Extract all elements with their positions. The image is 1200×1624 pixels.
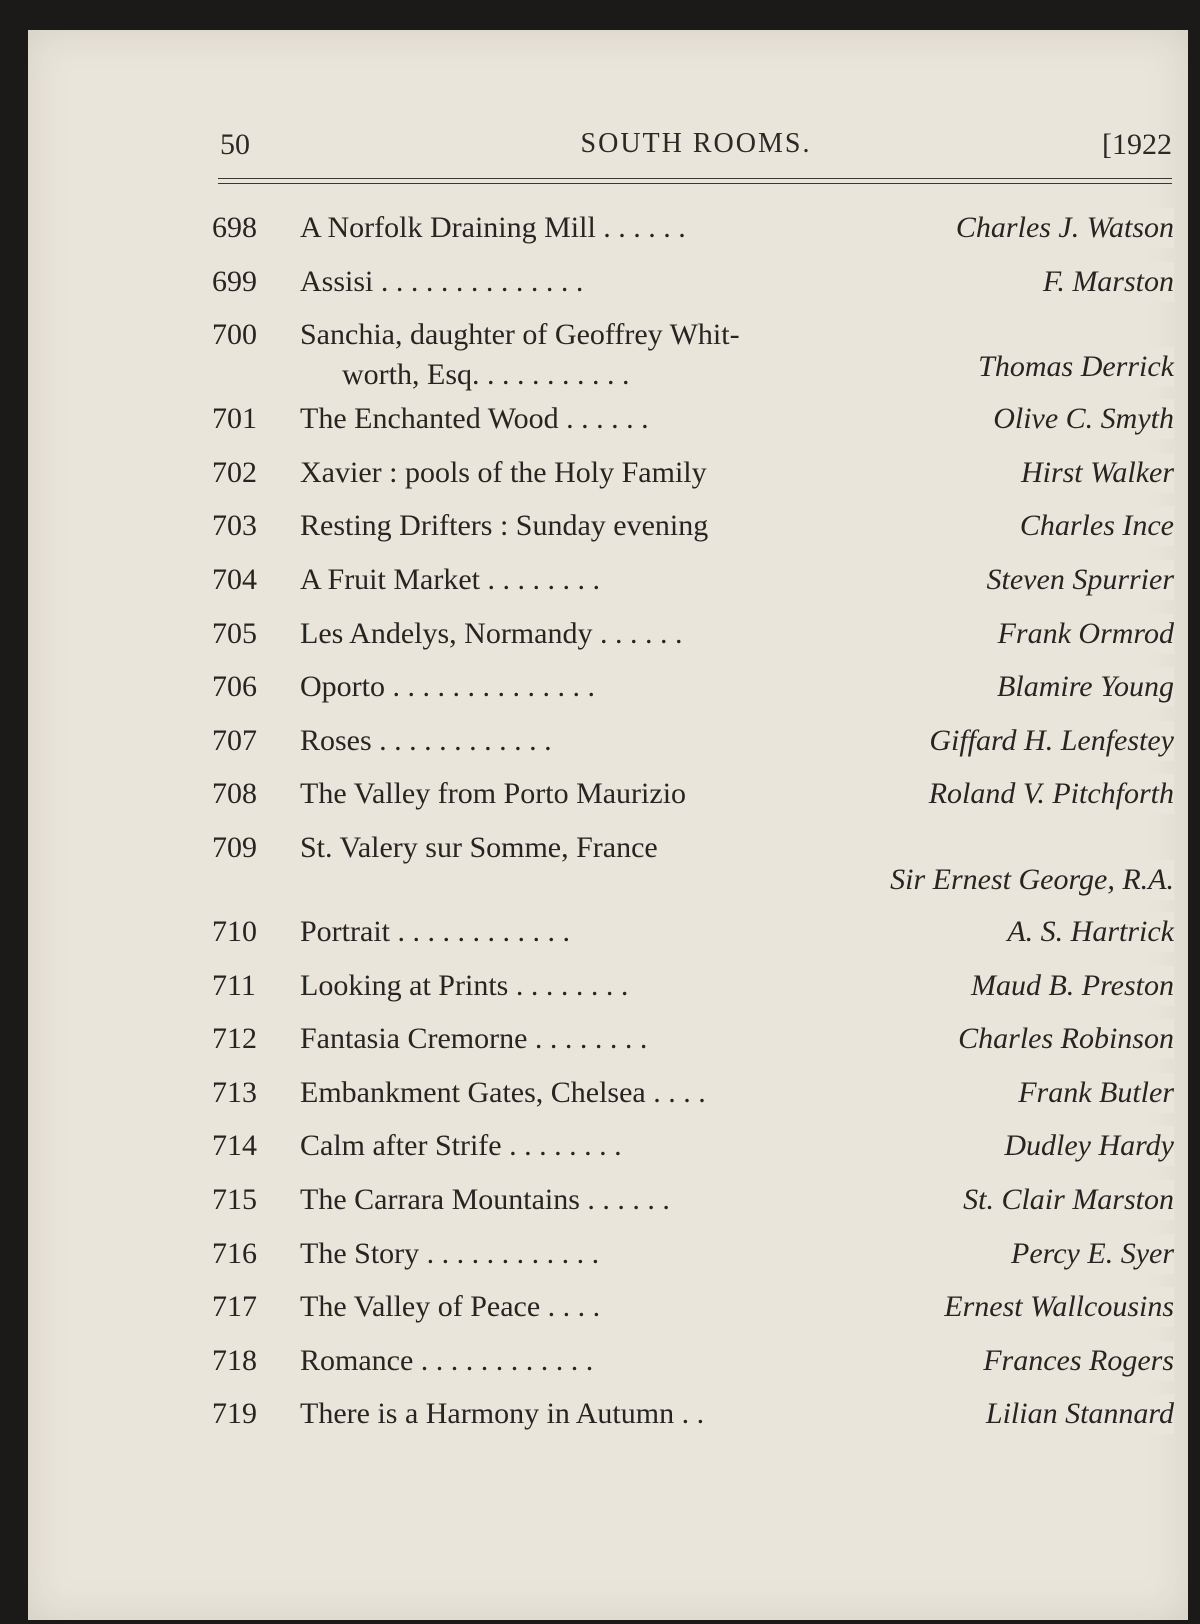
page-number: 50 [220, 128, 250, 161]
entry-title: Oporto . . . . . . . . . . . . . . [300, 670, 595, 704]
entry-title: Fantasia Cremorne . . . . . . . . [300, 1022, 648, 1056]
entry-row [212, 1287, 1174, 1341]
entry-title: Xavier : pools of the Holy Family [300, 455, 707, 489]
page-title: SOUTH ROOMS. [580, 128, 812, 159]
entry-row [212, 667, 1174, 721]
entry-number: 714 [212, 1129, 257, 1163]
entry-number: 710 [212, 914, 257, 948]
entry-title: The Enchanted Wood . . . . . . [300, 402, 649, 436]
entry-artist: St. Clair Marston [957, 1180, 1174, 1220]
entry-number: 719 [212, 1397, 257, 1431]
entry-title-line2: worth, Esq. . . . . . . . . . . [342, 358, 630, 392]
entry-number: 704 [212, 562, 257, 596]
entry-row [212, 912, 1174, 966]
entry-number: 706 [212, 670, 257, 704]
entry-title: The Valley from Porto Maurizio [300, 777, 687, 811]
entry-title: Roses . . . . . . . . . . . . [300, 723, 552, 757]
entry-row [212, 1126, 1174, 1180]
entry-title: Calm after Strife . . . . . . . . [300, 1129, 622, 1163]
entry-row [212, 966, 1174, 1020]
entry-row [212, 506, 1174, 560]
entry-row [212, 560, 1174, 614]
entry-number: 711 [212, 968, 256, 1002]
entry-number: 703 [212, 509, 257, 543]
entry-row [212, 774, 1174, 828]
entry-list [212, 208, 1174, 1448]
entry-title: St. Valery sur Somme, France [300, 830, 658, 864]
entry-artist: Steven Spurrier [981, 560, 1174, 600]
entry-row [212, 208, 1174, 262]
entry-artist: Hirst Walker [1015, 453, 1174, 493]
entry-artist: Giffard H. Lenfestey [923, 721, 1174, 761]
entry-number: 700 [212, 318, 257, 352]
entry-artist: Blamire Young [991, 667, 1174, 707]
entry-artist: Thomas Derrick [972, 347, 1174, 387]
page-header [220, 128, 1172, 168]
entry-artist: Charles J. Watson [950, 208, 1174, 248]
entry-artist: Frank Ormrod [992, 614, 1174, 654]
entry-row [212, 614, 1174, 668]
year-label: [1922 [1102, 128, 1172, 161]
entry-row [212, 1073, 1174, 1127]
entry-title-line1: Sanchia, daughter of Geoffrey Whit- [300, 318, 740, 352]
entry-artist: Frances Rogers [977, 1341, 1174, 1381]
entry-row [212, 721, 1174, 775]
entry-title: There is a Harmony in Autumn . . [300, 1397, 705, 1431]
entry-artist: Dudley Hardy [998, 1126, 1174, 1166]
entry-artist: Roland V. Pitchforth [923, 774, 1174, 814]
entry-number: 716 [212, 1236, 257, 1270]
entry-row [212, 1394, 1174, 1448]
entry-title: Les Andelys, Normandy . . . . . . [300, 616, 683, 650]
entry-title: The Carrara Mountains . . . . . . [300, 1182, 670, 1216]
entry-number: 698 [212, 211, 257, 244]
entry-title: A Norfolk Draining Mill . . . . . . [300, 211, 686, 244]
entry-number: 717 [212, 1290, 257, 1324]
entry-title: Assisi . . . . . . . . . . . . . . [300, 264, 584, 298]
entry-title: Embankment Gates, Chelsea . . . . [300, 1075, 706, 1109]
entry-artist: Maud B. Preston [965, 966, 1174, 1006]
entry-title: Resting Drifters : Sunday evening [300, 509, 709, 543]
entry-number: 715 [212, 1182, 257, 1216]
entry-row [212, 1180, 1174, 1234]
entry-title: The Valley of Peace . . . . [300, 1290, 601, 1324]
entry-number: 705 [212, 616, 257, 650]
entry-artist: Charles Ince [1014, 506, 1174, 546]
entry-title: Romance . . . . . . . . . . . . [300, 1343, 594, 1377]
entry-artist: F. Marston [1037, 262, 1174, 302]
entry-number: 709 [212, 830, 257, 864]
entry-number: 702 [212, 455, 257, 489]
entry-artist: Percy E. Syer [1005, 1234, 1174, 1274]
entry-row [212, 399, 1174, 453]
entry-title: The Story . . . . . . . . . . . . [300, 1236, 600, 1270]
entry-artist: Charles Robinson [952, 1019, 1174, 1059]
entry-row [212, 828, 1174, 912]
entry-title: A Fruit Market . . . . . . . . [300, 562, 600, 596]
entry-artist: Ernest Wallcousins [938, 1287, 1174, 1327]
entry-artist: A. S. Hartrick [1001, 912, 1174, 952]
entry-title: Looking at Prints . . . . . . . . [300, 968, 629, 1002]
entry-row [212, 315, 1174, 399]
entry-number: 707 [212, 723, 257, 757]
entry-row [212, 262, 1174, 316]
entry-row [212, 1019, 1174, 1073]
entry-number: 708 [212, 777, 257, 811]
header-rule [218, 178, 1172, 184]
entry-number: 701 [212, 402, 257, 436]
entry-number: 699 [212, 264, 257, 298]
entry-artist: Olive C. Smyth [987, 399, 1174, 439]
entry-number: 713 [212, 1075, 257, 1109]
entry-row [212, 1234, 1174, 1288]
entry-artist: Frank Butler [1012, 1073, 1174, 1113]
entry-title: Portrait . . . . . . . . . . . . [300, 914, 570, 948]
entry-number: 712 [212, 1022, 257, 1056]
entry-number: 718 [212, 1343, 257, 1377]
entry-row [212, 453, 1174, 507]
entry-artist: Sir Ernest George, R.A. [884, 860, 1174, 900]
entry-row [212, 1341, 1174, 1395]
entry-artist: Lilian Stannard [980, 1394, 1174, 1434]
